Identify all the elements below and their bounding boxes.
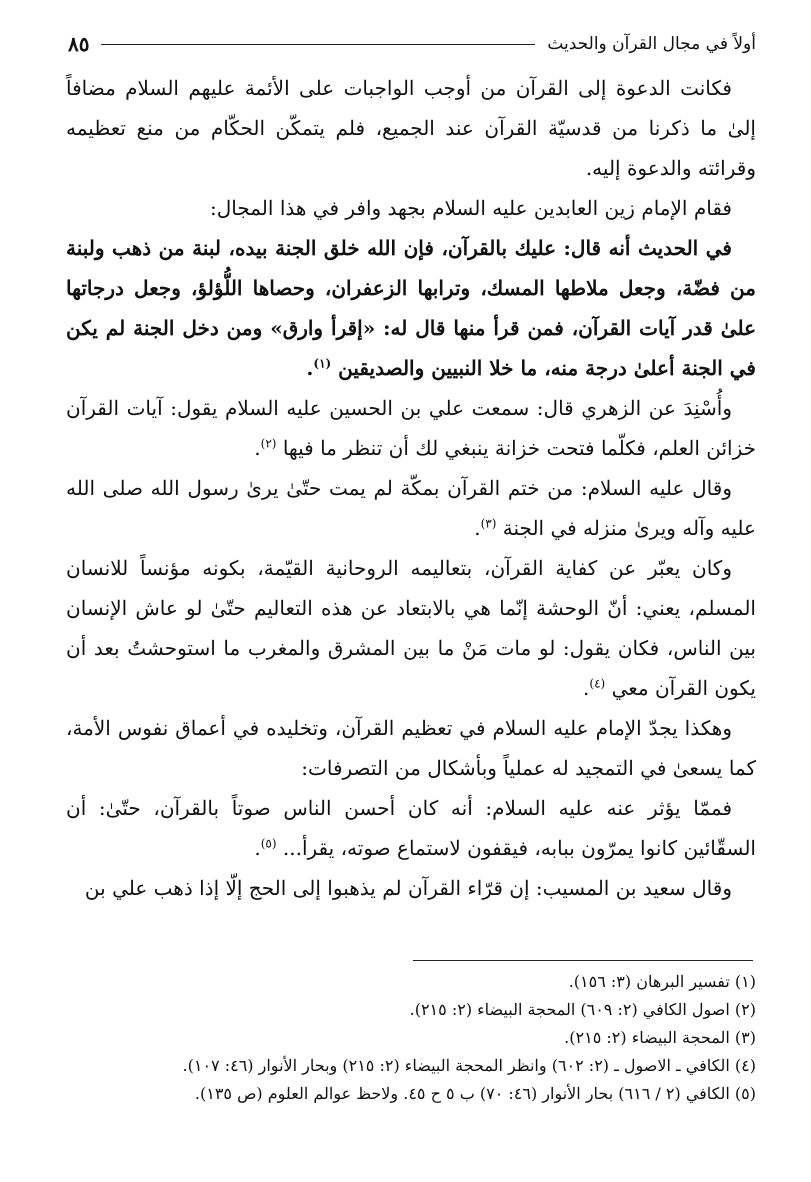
header-rule bbox=[101, 44, 535, 45]
footnote-divider bbox=[413, 960, 753, 961]
footnote-1: (١) تفسير البرهان (٣: ١٥٦). bbox=[568, 972, 756, 991]
footnote-2: (٢) اصول الكافي (٢: ٦٠٩) المحجة البيضاء (٢: ٢١٥). bbox=[409, 1000, 756, 1019]
paragraph-3: في الحديث أنه قال: عليك بالقرآن، فإن الله خلق الجنة بيده، لبنة من ذهب ولبنة من فضّة، وجعل ملاطها المسك، وترابها الزعفران، وحصاها اللُّؤلؤ، وجعل درجاتها علىٰ قدر آيات القرآن، فمن قرأ منها قال له: «إقرأ وارق» ومن دخل الجنة لم يكن في الجنة أعلىٰ درجة منه، ما خلا النبيين والصديقين $^{(١)}$. bbox=[66, 236, 756, 380]
footnote-ref-4: (٤) bbox=[589, 676, 606, 691]
footnote-ref-2: (٢) bbox=[260, 436, 277, 451]
running-title: أولاً في مجال القرآن والحديث bbox=[547, 34, 756, 54]
footnote-3: (٣) المحجة البيضاء (٢: ٢١٥). bbox=[564, 1028, 756, 1047]
paragraph-7: وهكذا يجدّ الإمام عليه السلام في تعظيم القرآن، وتخليده في أعماق نفوس الأمة، كما يسعىٰ في التمجيد له عملياً وبأشكال من التصرفات: bbox=[66, 716, 756, 780]
paragraph-4: وأُسْنِدَ عن الزهري قال: سمعت علي بن الحسين عليه السلام يقول: آيات القرآن خزائن العلم، فكلّما فتحت خزانة ينبغي لك أن تنظر ما فيها $^{(٢)}$. bbox=[66, 396, 756, 460]
page-number: ٨٥ bbox=[68, 32, 90, 56]
paragraph-5: وقال عليه السلام: من ختم القرآن بمكّة لم يمت حتّىٰ يرىٰ رسول الله صلى الله عليه وآله ويرىٰ منزله في الجنة $^{(٣)}$. bbox=[66, 476, 756, 540]
footnote-4: (٤) الكافي ـ الاصول ـ (٢: ٦٠٢) وانظر المحجة البيضاء (٢: ٢١٥) وبحار الأنوار (٤٦: ١٠٧). bbox=[182, 1056, 756, 1075]
footnote-ref-1: (١) bbox=[313, 356, 332, 371]
paragraph-1: فكانت الدعوة إلى القرآن من أوجب الواجبات على الأئمة عليهم السلام مضافاً إلىٰ ما ذكرنا من قدسيّة القرآن عند الجميع، فلم يتمكّن الحكّام من منع تعظيمه وقرائته والدعوة إليه. bbox=[66, 76, 756, 180]
footnote-ref-3: (٣) bbox=[480, 516, 497, 531]
paragraph-2: فقام الإمام زين العابدين عليه السلام بجهد وافر في هذا المجال: bbox=[209, 196, 732, 220]
body-text bbox=[66, 68, 756, 908]
footnote-5: (٥) الكافي (٢ / ٦١٦) بحار الأنوار (٤٦: ٧٠) ب ٥ ح ٤٥. ولاحظ عوالم العلوم (ص ١٣٥). bbox=[194, 1084, 756, 1103]
paragraph-9: وقال سعيد بن المسيب: إن قرّاء القرآن لم يذهبوا إلى الحج إلّا إذا ذهب علي بن bbox=[84, 876, 732, 900]
paragraph-8: فممّا يؤثر عنه عليه السلام: أنه كان أحسن الناس صوتاً بالقرآن، حتّىٰ: أن السقّائين كانوا يمرّون ببابه، فيقفون لاستماع صوته، يقرأ... $^{(٥)}$. bbox=[66, 796, 756, 860]
footnote-ref-5: (٥) bbox=[260, 836, 277, 851]
running-header bbox=[68, 26, 756, 62]
paragraph-6: وكان يعبّر عن كفاية القرآن، بتعاليمه الروحانية القيّمة، بكونه مؤنساً للانسان المسلم، يعني: أنّ الوحشة إنّما هي بالابتعاد عن هذه التعاليم حتّىٰ لو عاش الإنسان بين الناس، فكان يقول: لو مات مَنْ ما بين المشرق والمغرب ما استوحشتُ بعد أن يكون القرآن معي $^{(٤)}$. bbox=[66, 556, 756, 700]
footnotes bbox=[66, 968, 756, 1108]
